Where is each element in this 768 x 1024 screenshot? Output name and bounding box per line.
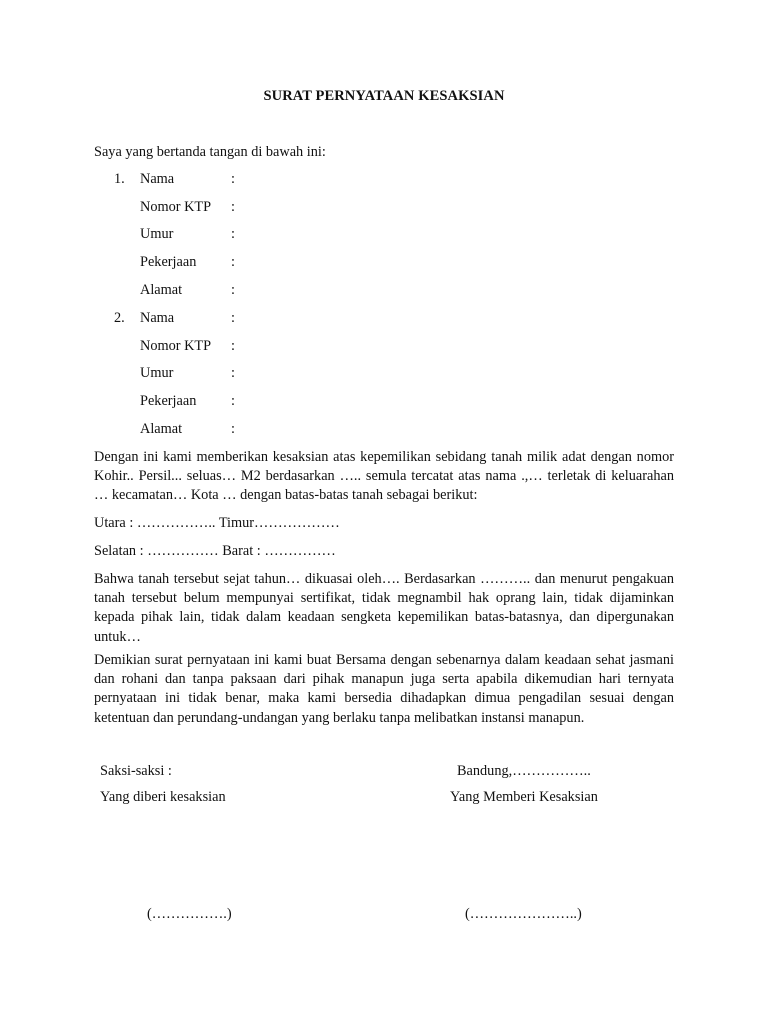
paragraph-land-status: Bahwa tanah tersebut sejat tahun… dikuasai oleh…. Berdasarkan ……….. dan menurut pengakuan tanah tersebut belum mempunyai sertifikat, tidak megnambil hak oprang lain, tidak dijaminkan kepada pihak lain, tidak dalam keadaan sengketa kepemilikan batas-batasnya, dan dipergunakan untuk… [94,571,674,645]
field-label: Nama [140,310,175,326]
field-colon: : [231,365,235,381]
person-2-field-umur [0,364,768,383]
field-label: Nomor KTP [140,199,212,215]
paragraph-closing-statement: Demikian surat pernyataan ini kami buat Bersama dengan sebenarnya dalam keadaan sehat jasmani dan rohani dan tanpa paksaan dari pihak manapun juga serta apabila dikemudian hari ternyata pernyataan ini tidak benar, maka kami bersedia dihadapkan dimua pengadilan sesuai dengan ketentuan dan perundang-undangan yang berlaku tanpa melibatkan instansi manapun. [94,652,674,726]
person-1-field-umur [0,225,768,244]
field-label: Umur [140,365,174,381]
field-colon: : [231,226,235,242]
person-1-field-nama [0,170,768,189]
field-colon: : [231,310,235,326]
boundary-south-west: Selatan : …………… Barat : …………… [94,543,336,559]
field-label: Alamat [140,421,183,437]
witnesses-heading: Saksi-saksi : [100,763,172,779]
field-label: Alamat [140,282,183,298]
field-label: Umur [140,226,174,242]
person-1-field-alamat [0,281,768,300]
boundary-north-east: Utara : …………….. Timur……………… [94,515,340,531]
person-1-number: 1. [114,171,125,187]
person-2-field-ktp [0,337,768,356]
field-colon: : [231,393,235,409]
intro-text: Saya yang bertanda tangan di bawah ini: [94,144,326,160]
field-colon: : [231,338,235,354]
place-date: Bandung,…………….. [457,763,591,779]
field-colon: : [231,254,235,270]
field-label: Pekerjaan [140,393,197,409]
person-2-field-alamat [0,420,768,439]
paragraph-land-description: Dengan ini kami memberikan kesaksian atas kepemilikan sebidang tanah milik adat dengan nomor Kohir.. Persil... seluas… M2 berdasarkan ….. semula tercatat atas nama .,… terletak di keluarahan … kecamatan… Kota … dengan batas-batas tanah sebagai berikut: [94,449,674,504]
person-2-field-nama [0,309,768,328]
field-colon: : [231,199,235,215]
person-2-number: 2. [114,310,125,326]
field-colon: : [231,171,235,187]
field-label: Pekerjaan [140,254,197,270]
field-label: Nama [140,171,175,187]
person-1-field-ktp [0,198,768,217]
right-signature-blank: (…………………..) [465,906,582,922]
left-signatory-role: Yang diberi kesaksian [100,789,226,805]
field-colon: : [231,421,235,437]
person-2-field-pekerjaan [0,392,768,411]
field-colon: : [231,282,235,298]
left-signature-blank: (…………….) [147,906,232,922]
document-title: SURAT PERNYATAAN KESAKSIAN [263,88,505,104]
right-signatory-role: Yang Memberi Kesaksian [450,789,598,805]
person-1-field-pekerjaan [0,253,768,272]
field-label: Nomor KTP [140,338,212,354]
